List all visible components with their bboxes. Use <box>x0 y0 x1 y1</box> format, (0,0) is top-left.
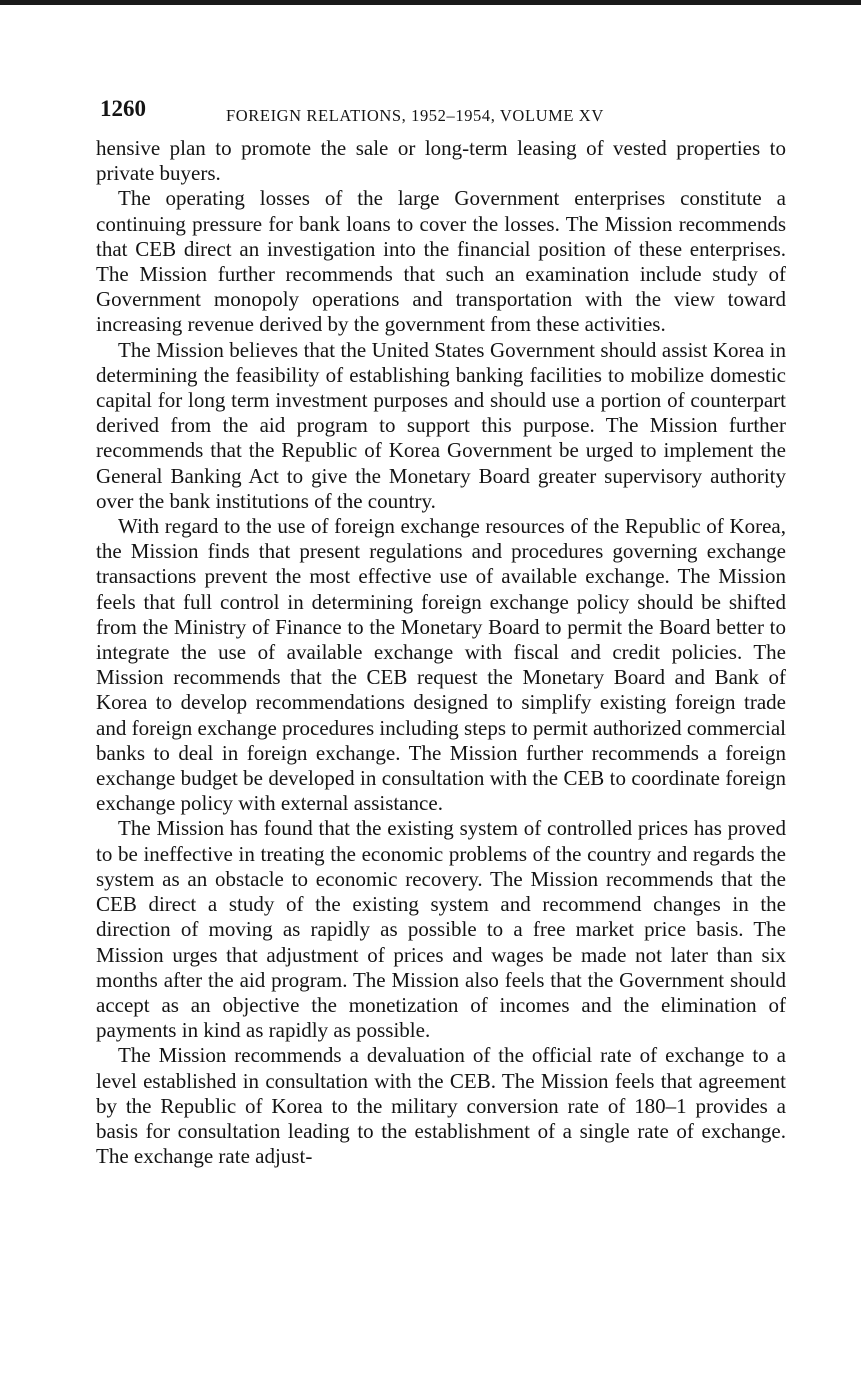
volume-title: FOREIGN RELATIONS, 1952–1954, VOLUME XV <box>226 106 604 125</box>
running-header <box>96 96 786 136</box>
paragraph-enterprise-losses: The operating losses of the large Government enterprises constitute a continuing pressure for bank loans to cover the losses. The Mission recommends that CEB direct an investigation into the financial position of these enterprises. The Mission further recommends that such an examination include study of Government monopoly operations and transportation with the view toward increasing revenue derived by the government from these activities. <box>96 186 786 337</box>
paragraph-foreign-exchange: With regard to the use of foreign exchange resources of the Republic of Korea, the Mission finds that present regulations and procedures governing exchange transactions prevent the most effective use of available exchange. The Mission feels that full control in determining foreign exchange policy should be shifted from the Ministry of Finance to the Monetary Board to permit the Board better to integrate the use of available exchange with fiscal and credit policies. The Mission recommends that the CEB request the Monetary Board and Bank of Korea to develop recommendations designed to simplify existing foreign trade and foreign exchange procedures including steps to permit authorized commercial banks to deal in foreign exchange. The Mission further recommends a foreign exchange budget be developed in consultation with the CEB to coordinate foreign exchange policy with external assistance. <box>96 514 786 816</box>
page-top-edge <box>0 0 861 5</box>
document-page <box>96 96 786 1169</box>
paragraph-continuation: hensive plan to promote the sale or long-term leasing of vested properties to private buyers. <box>96 136 786 186</box>
page-number: 1260 <box>100 96 146 121</box>
body-text <box>96 136 786 1169</box>
paragraph-devaluation: The Mission recommends a devaluation of the official rate of exchange to a level established in consultation with the CEB. The Mission feels that agreement by the Republic of Korea to the military conversion rate of 180–1 provides a basis for consultation leading to the establishment of a single rate of exchange. The exchange rate adjust- <box>96 1043 786 1169</box>
paragraph-controlled-prices: The Mission has found that the existing system of controlled prices has proved to be ineffective in treating the economic problems of the country and regards the system as an obstacle to economic recovery. The Mission recommends that the CEB direct a study of the existing system and recommend changes in the direction of moving as rapidly as possible to a free market price basis. The Mission urges that adjustment of prices and wages be made not later than six months after the aid program. The Mission also feels that the Government should accept as an objective the monetization of incomes and the elimination of payments in kind as rapidly as possible. <box>96 816 786 1043</box>
paragraph-banking-facilities: The Mission believes that the United States Government should assist Korea in determining the feasibility of establishing banking facilities to mobilize domestic capital for long term investment purposes and should use a portion of counterpart derived from the aid program to support this purpose. The Mission further recommends that the Republic of Korea Government be urged to implement the General Banking Act to give the Monetary Board greater supervisory authority over the bank institutions of the country. <box>96 337 786 513</box>
